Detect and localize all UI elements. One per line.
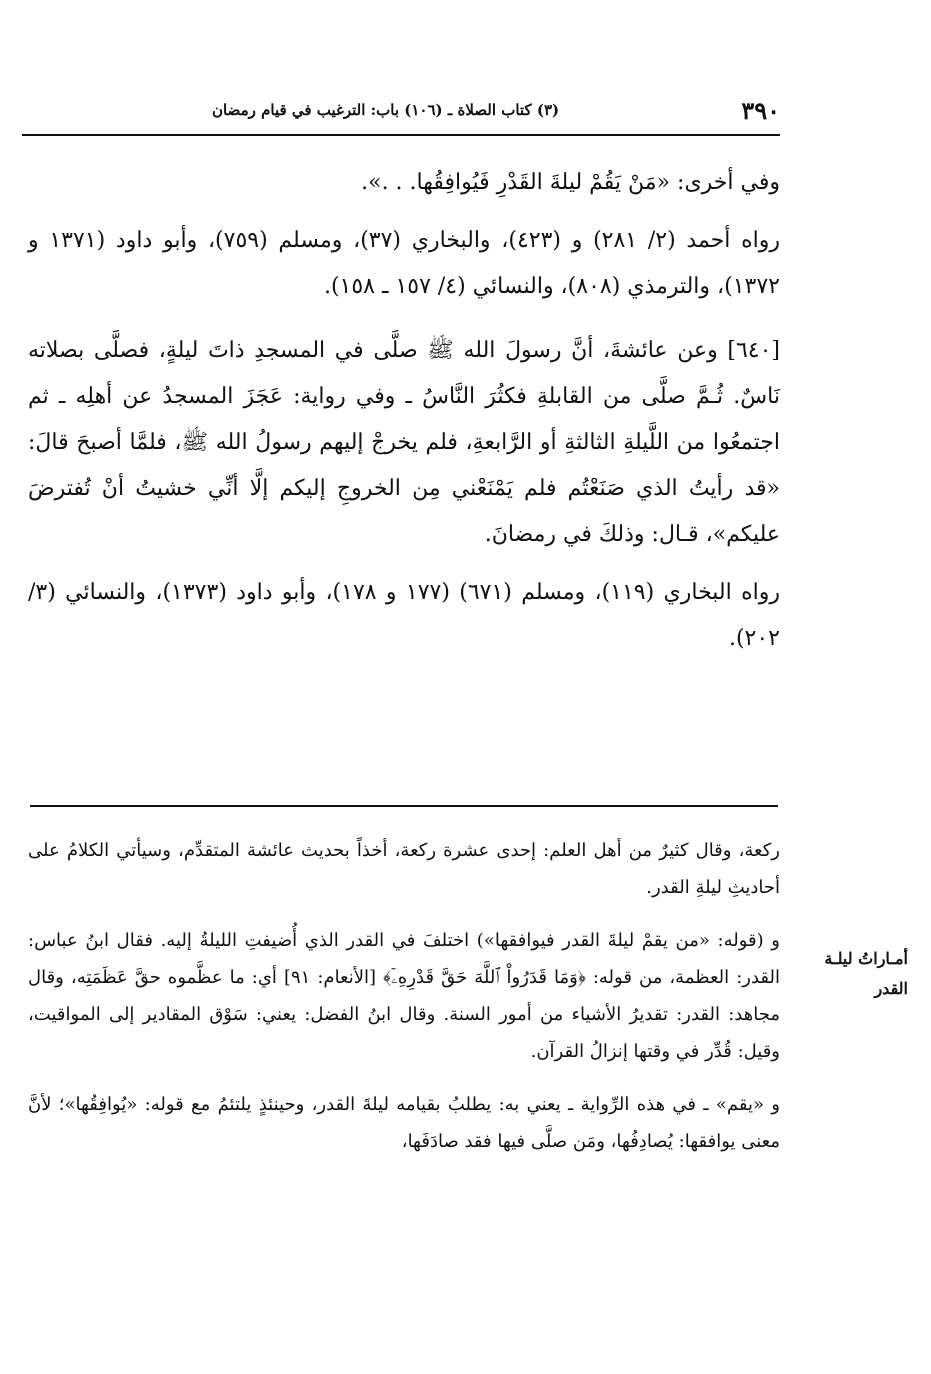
commentary-divider (30, 805, 778, 807)
page-header (22, 92, 780, 128)
reference-paragraph-1: رواه أحمد (٢/ ٢٨١) و (٤٢٣)، والبخاري (٣٧)، ومسلم (٧٥٩)، وأبو داود (١٣٧١ و ١٣٧٢)، والترمذي (٨٠٨)، والنسائي (٤/ ١٥٧ ـ ١٥٨). (28, 228, 780, 299)
running-title: (٣) كتاب الصلاة ـ (١٠٦) باب: الترغيب في قيام رمضان (212, 101, 560, 119)
hadith-text: وعن عائشةَ، أنَّ رسولَ الله ﷺ صلَّى في المسجدِ ذاتَ ليلةٍ، فصلَّى بصلاته نَاسٌ. ثُـمَّ صلَّى من القابلةِ فكثُرَ النَّاسُ ـ وفي رواية: عَجَزَ المسجدُ عن أهلِه ـ ثم اجتمعُوا من اللَّيلةِ الثالثةِ أو الرَّابعةِ، فلم يخرجْ إليهم رسولُ الله ﷺ، فلمَّا أصبحَ قالَ: «قد رأيتُ الذي صَنَعْتُم فلم يَمْنَعْني مِن الخروجِ إليكم إلَّا أنِّي خشيتُ أنْ تُفترضَ عليكم»، قـال: وذلكَ في رمضانَ. (28, 338, 780, 547)
header-divider (22, 134, 780, 136)
main-text (28, 160, 780, 662)
hadith-paragraph (28, 328, 780, 558)
commentary-paragraph-1: ركعة، وقال كثيرٌ من أهل العلم: إحدى عشرة ركعة، أخذاً بحديث عائشة المتقدِّم، وسيأتي الكلامُ على أحاديثِ ليلةِ القدر. (28, 840, 780, 898)
page-number: ٣٩٠ (741, 95, 780, 125)
commentary-paragraph-2: و (قوله: «من يقمْ ليلةَ القدر فيوافقها») اختلفَ في القدر الذي أُضيفتِ الليلةُ إليه. فقال ابنُ عباس: القدر: العظمة، من قوله: ﴿وَمَا قَدَرُواْ ٱللَّهَ حَقَّ قَدْرِهِۦٓ﴾ [الأنعام: ٩١] أي: ما عظَّموه حقَّ عَظَمَتِه، وقال مجاهد: القدر: تقديرُ الأشياء من أمور السنة. وقال ابنُ الفضل: يعني: سَوْق المقادير إلى المواقيت، وقيل: قُدِّر في وقتها إنزالُ القرآن. (28, 930, 781, 1062)
commentary-paragraph-3: و «يقم» ـ في هذه الرِّواية ـ يعني به: يطلبُ بقيامه ليلةَ القدر، وحينئذٍ يلتئمُ مع قوله: «يُوافِقُها»؛ لأنَّ معنى يوافقها: يُصادِفُها، ومَن صلَّى فيها فقد صادَفَها، (28, 1094, 780, 1152)
commentary-section (28, 832, 780, 1160)
hadith-number: [٦٤٠] (727, 338, 781, 363)
variant-line: وفي أخرى: «مَنْ يَقُمْ ليلةَ القَدْرِ فَيُوافِقُها. . .». (361, 170, 780, 195)
margin-note: أمـاراتُ ليلـة القدر (824, 949, 908, 998)
reference-paragraph-2: رواه البخاري (١١٩)، ومسلم (٦٧١) (١٧٧ و ١٧٨)، وأبو داود (١٣٧٣)، والنسائي (٣/ ٢٠٢). (28, 580, 780, 651)
